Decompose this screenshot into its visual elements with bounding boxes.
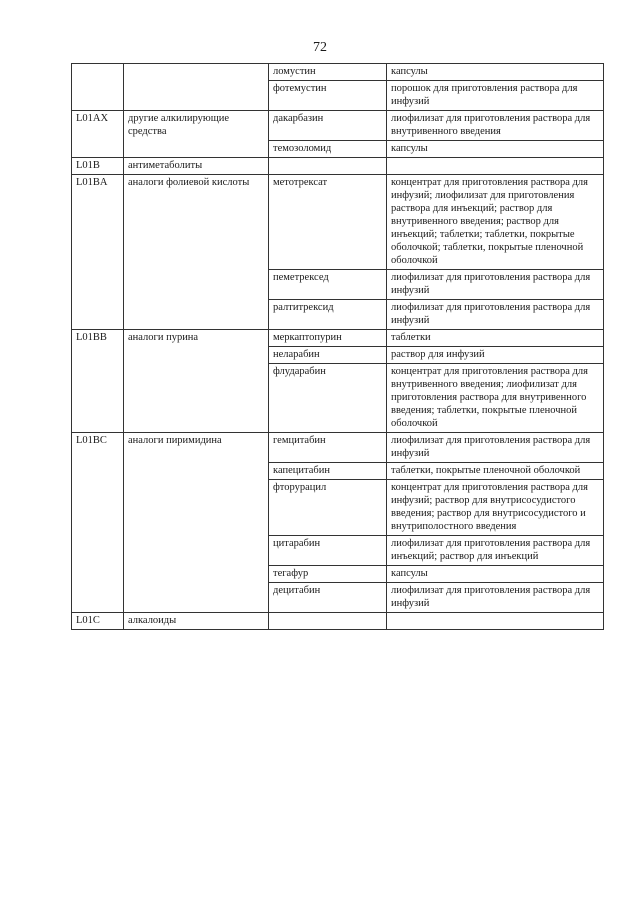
drug-cell: цитарабин: [269, 536, 387, 566]
code-cell: L01AX: [72, 111, 124, 141]
code-cell: [72, 81, 124, 111]
table-row: [72, 347, 604, 364]
drug-cell: фотемустин: [269, 81, 387, 111]
code-cell: L01BA: [72, 175, 124, 270]
group-cell: [124, 347, 269, 364]
code-cell: L01C: [72, 613, 124, 630]
group-cell: [124, 566, 269, 583]
code-cell: [72, 300, 124, 330]
code-cell: L01B: [72, 158, 124, 175]
drug-cell: тегафур: [269, 566, 387, 583]
code-cell: [72, 64, 124, 81]
table-row: [72, 583, 604, 613]
group-cell: [124, 463, 269, 480]
dosage-form-cell: концентрат для приготовления раствора для внутривенного введения; лиофилизат для приготовления раствора для внутривенного введения; таблетки, покрытые пленочной оболочкой: [387, 364, 604, 433]
table-row: [72, 433, 604, 463]
table-row: [72, 81, 604, 111]
group-cell: [124, 64, 269, 81]
table-row: [72, 270, 604, 300]
code-cell: L01BC: [72, 433, 124, 463]
table-row: [72, 300, 604, 330]
dosage-form-cell: раствор для инфузий: [387, 347, 604, 364]
dosage-form-cell: таблетки, покрытые пленочной оболочкой: [387, 463, 604, 480]
table-row: [72, 111, 604, 141]
code-cell: [72, 480, 124, 536]
dosage-form-cell: капсулы: [387, 64, 604, 81]
table-row: [72, 613, 604, 630]
code-cell: [72, 566, 124, 583]
code-cell: [72, 270, 124, 300]
table-row: [72, 175, 604, 270]
code-cell: [72, 347, 124, 364]
drug-cell: ломустин: [269, 64, 387, 81]
table-row: [72, 536, 604, 566]
drug-cell: неларабин: [269, 347, 387, 364]
table-row: [72, 463, 604, 480]
table-row: [72, 158, 604, 175]
drug-cell: капецитабин: [269, 463, 387, 480]
group-cell: аналоги фолиевой кислоты: [124, 175, 269, 270]
drug-cell: меркаптопурин: [269, 330, 387, 347]
group-cell: аналоги пурина: [124, 330, 269, 347]
dosage-form-cell: [387, 158, 604, 175]
dosage-form-cell: концентрат для приготовления раствора для инфузий; раствор для внутрисосудистого введения; раствор для внутрисосудистого и внутриполостного введения: [387, 480, 604, 536]
dosage-form-cell: капсулы: [387, 566, 604, 583]
dosage-form-cell: капсулы: [387, 141, 604, 158]
drug-list-table: [71, 63, 604, 630]
group-cell: аналоги пиримидина: [124, 433, 269, 463]
code-cell: [72, 536, 124, 566]
table-row: [72, 364, 604, 433]
group-cell: [124, 536, 269, 566]
dosage-form-cell: лиофилизат для приготовления раствора для инфузий: [387, 433, 604, 463]
page-number: 72: [313, 40, 327, 55]
dosage-form-cell: лиофилизат для приготовления раствора для инфузий: [387, 270, 604, 300]
dosage-form-cell: концентрат для приготовления раствора для инфузий; лиофилизат для приготовления раствора для инъекций; раствор для внутривенного введения; раствор для инъекций; таблетки; таблетки, покрытые оболочкой; таблетки, покрытые пленочной оболочкой: [387, 175, 604, 270]
code-cell: L01BB: [72, 330, 124, 347]
dosage-form-cell: [387, 613, 604, 630]
group-cell: [124, 364, 269, 433]
code-cell: [72, 141, 124, 158]
group-cell: антиметаболиты: [124, 158, 269, 175]
dosage-form-cell: лиофилизат для приготовления раствора для инфузий: [387, 300, 604, 330]
dosage-form-cell: лиофилизат для приготовления раствора для инъекций; раствор для инъекций: [387, 536, 604, 566]
drug-cell: децитабин: [269, 583, 387, 613]
drug-cell: метотрексат: [269, 175, 387, 270]
drug-cell: [269, 613, 387, 630]
table-row: [72, 330, 604, 347]
group-cell: [124, 583, 269, 613]
drug-cell: темозоломид: [269, 141, 387, 158]
group-cell: [124, 480, 269, 536]
dosage-form-cell: лиофилизат для приготовления раствора для внутривенного введения: [387, 111, 604, 141]
code-cell: [72, 463, 124, 480]
dosage-form-cell: таблетки: [387, 330, 604, 347]
group-cell: [124, 141, 269, 158]
drug-cell: дакарбазин: [269, 111, 387, 141]
table-row: [72, 566, 604, 583]
group-cell: [124, 81, 269, 111]
dosage-form-cell: лиофилизат для приготовления раствора для инфузий: [387, 583, 604, 613]
table-row: [72, 64, 604, 81]
drug-cell: гемцитабин: [269, 433, 387, 463]
code-cell: [72, 364, 124, 433]
drug-cell: пеметрексед: [269, 270, 387, 300]
group-cell: другие алкилирующие средства: [124, 111, 269, 141]
drug-cell: ралтитрексид: [269, 300, 387, 330]
code-cell: [72, 583, 124, 613]
drug-cell: флударабин: [269, 364, 387, 433]
group-cell: [124, 300, 269, 330]
group-cell: алкалоиды: [124, 613, 269, 630]
table-row: [72, 141, 604, 158]
dosage-form-cell: порошок для приготовления раствора для инфузий: [387, 81, 604, 111]
table-row: [72, 480, 604, 536]
group-cell: [124, 270, 269, 300]
drug-cell: [269, 158, 387, 175]
drug-cell: фторурацил: [269, 480, 387, 536]
